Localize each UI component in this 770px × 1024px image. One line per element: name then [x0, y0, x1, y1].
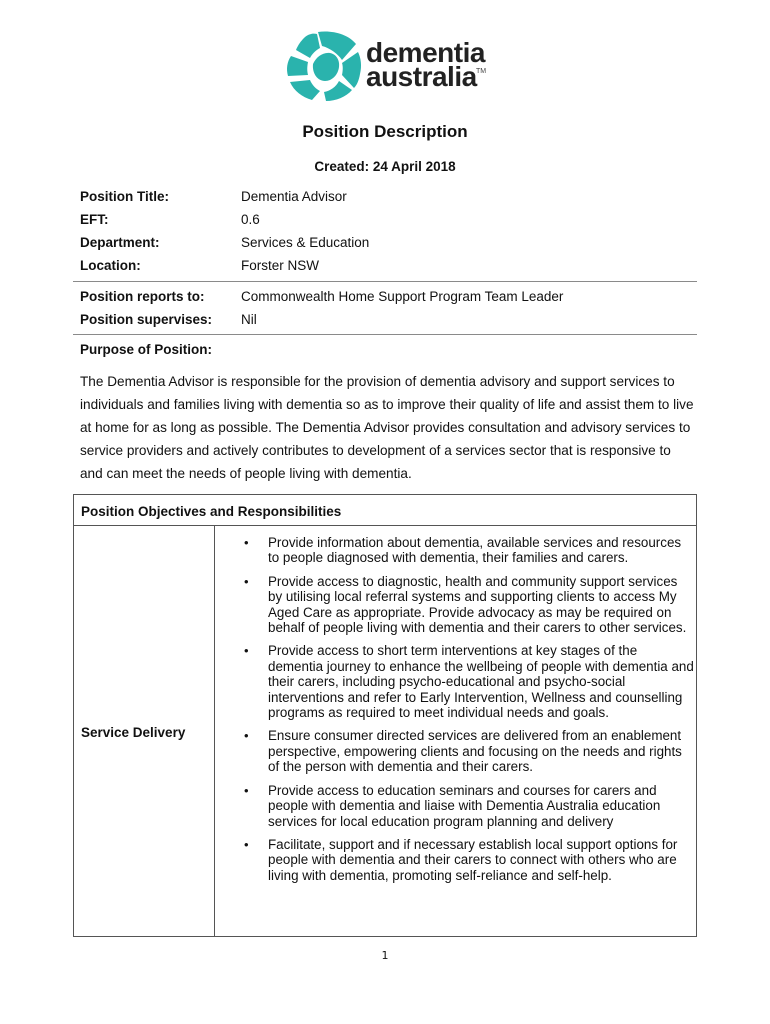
- department-label: Department:: [80, 235, 160, 250]
- bullet-icon: •: [244, 643, 249, 659]
- bullet-icon: •: [244, 573, 249, 589]
- section-divider: [73, 281, 697, 282]
- list-item: [224, 728, 694, 774]
- objectives-table-header: [74, 495, 696, 526]
- created-date: Created: 24 April 2018: [314, 159, 456, 174]
- service-delivery-label: Service Delivery: [81, 725, 186, 740]
- logo-wordmark-australia: australia: [366, 61, 477, 92]
- page-number: 1: [381, 949, 389, 962]
- list-item-text: Provide access to short term interventions at key stages of the dementia journey to enhance the wellbeing of people with dementia and their carers, including psycho-educational and psycho-social interventions and refer to Early Intervention, Wellness and counselling programs as required to meet individual needs and goals.: [268, 643, 694, 721]
- list-item-text: Ensure consumer directed services are delivered from an enablement perspective, empowering clients and focusing on the needs and rights of the person with dementia and their carers.: [268, 728, 682, 775]
- dementia-australia-logo: [282, 30, 502, 104]
- reports-to-value: Commonwealth Home Support Program Team Leader: [241, 289, 564, 304]
- bullet-icon: •: [244, 782, 249, 798]
- supervises-value: Nil: [241, 312, 257, 327]
- location-label: Location:: [80, 258, 141, 273]
- purpose-paragraph: The Dementia Advisor is responsible for the provision of dementia advisory and support services to individuals and families living with dementia so as to improve their quality of life and assist them to live at home for as long as possible. The Dementia Advisor provides consultation and advisory services to service providers and actively contributes to development of a services sector that is responsive to and can meet the needs of people living with dementia.: [80, 374, 694, 481]
- list-item-text: Provide information about dementia, available services and resources to people diagnosed with dementia, their families and carers.: [268, 535, 682, 566]
- position-title-label: Position Title:: [80, 189, 170, 204]
- responsibilities-list: [224, 535, 694, 891]
- bullet-icon: •: [244, 836, 249, 852]
- list-item: [224, 837, 694, 883]
- objectives-table: [73, 494, 697, 937]
- list-item-text: Provide access to diagnostic, health and community support services by utilising local referral systems and supporting clients to access My Aged Care as appropriate. Provide advocacy as may be required on behalf of people living with dementia and their carers to other services.: [268, 573, 687, 636]
- bullet-icon: •: [244, 728, 249, 744]
- bullet-icon: •: [244, 535, 249, 550]
- column-divider: [214, 526, 215, 936]
- section-divider: [73, 334, 697, 335]
- list-item-text: Facilitate, support and if necessary establish local support options for people with dementia and their carers to connect with others who are living with dementia, promoting self-reliance and self-help.: [268, 836, 678, 883]
- list-item: [224, 643, 694, 720]
- page-title: Position Description: [302, 122, 468, 141]
- eft-label: EFT:: [80, 212, 109, 227]
- objectives-header-text: Position Objectives and Responsibilities: [81, 504, 342, 519]
- department-value: Services & Education: [241, 235, 370, 250]
- list-item: [224, 535, 694, 566]
- list-item-text: Provide access to education seminars and courses for carers and people with dementia and liaise with Dementia Australia education services for local education program planning and delivery: [268, 782, 661, 829]
- reports-to-label: Position reports to:: [80, 289, 205, 304]
- position-title-value: Dementia Advisor: [241, 189, 347, 204]
- eft-value: 0.6: [241, 212, 260, 227]
- location-value: Forster NSW: [241, 258, 320, 273]
- trademark-symbol: TM: [476, 68, 487, 75]
- purpose-heading: Purpose of Position:: [80, 342, 213, 357]
- list-item: [224, 783, 694, 829]
- logo-wordmark-dementia: dementia: [366, 37, 485, 68]
- supervises-label: Position supervises:: [80, 312, 213, 327]
- list-item: [224, 574, 694, 636]
- brain-logo-icon: [282, 30, 362, 102]
